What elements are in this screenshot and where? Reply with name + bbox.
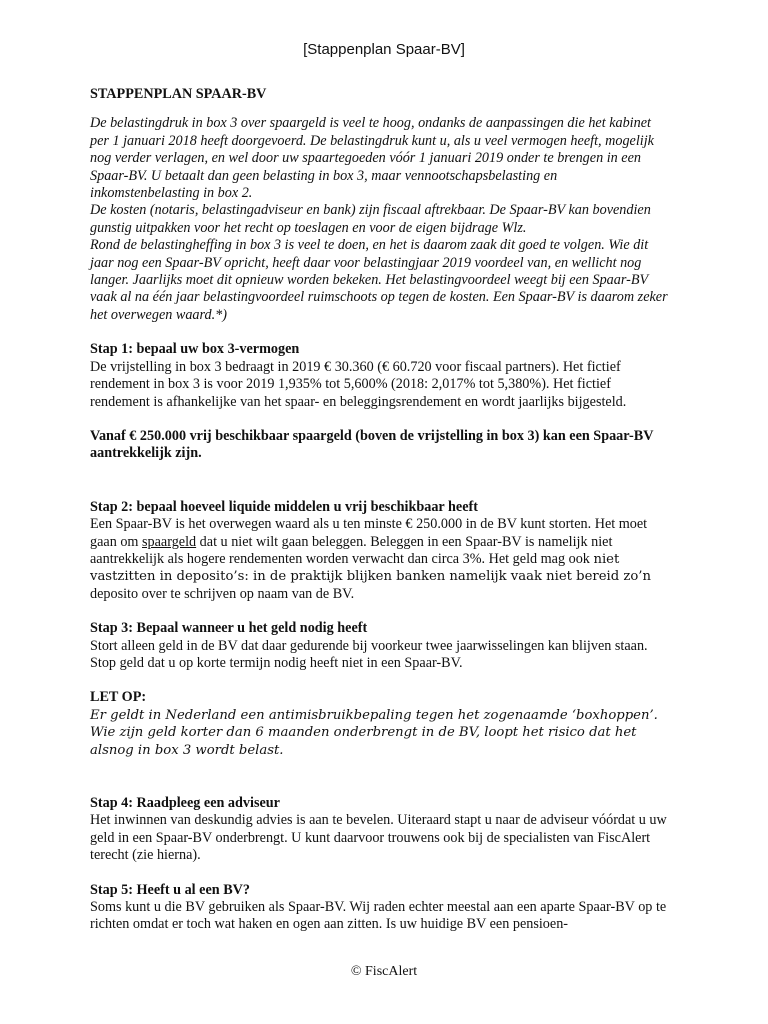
intro-paragraph-3: Rond de belastingheffing in box 3 is veel te doen, en het is daarom zaak dit goed te volgen. Wie dit jaar nog een Spaar-BV opricht, heeft daar voor belastingjaar 2019 voordeel van, en wellicht nog langer. Jaarlijks moet dit opnieuw worden bekeken. Het belastingvoordeel weegt bij een Spaar-BV vaak al na één jaar belastingvoordeel ruimschoots op tegen de kosten. Een Spaar-BV is daarom zeker het overwegen waard.*) — [90, 237, 668, 323]
step-5-heading: Stap 5: Heeft u al een BV? — [90, 881, 250, 898]
step-2-heading: Stap 2: bepaal hoeveel liquide middelen u vrij beschikbaar heeft — [90, 498, 478, 515]
intro-paragraph-1: De belastingdruk in box 3 over spaargeld is veel te hoog, ondanks de aanpassingen die het kabinet per 1 januari 2018 heeft doorgevoerd. De belastingdruk kunt u, als u veel vermogen heeft, mogelijk nog verder verlagen, en wel door uw spaartegoeden vóór 1 januari 2019 onder te brengen in een Spaar-BV. U betaalt dan geen belasting in box 3, maar vennootschapsbelasting en inkomstenbelasting in box 2. — [90, 115, 654, 202]
step-2-body-middle: dat u niet wilt gaan beleggen. Beleggen in een Spaar-BV is namelijk niet aantrekkelijk als hogere rendementen worden verwacht dan circa 3%. Het geld mag ook — [90, 533, 613, 567]
document-body — [90, 86, 670, 934]
intro-section — [90, 115, 670, 324]
step-5-body: Soms kunt u die BV gebruiken als Spaar-BV. Wij raden echter meestal aan een aparte Spaar-BV op te richten omdat er toch wat haken en ogen aan zitten. Is uw huidige BV een pensioen- — [90, 899, 667, 933]
page-footer: © FiscAlert — [350, 964, 418, 979]
spaargeld-link[interactable]: spaargeld — [142, 533, 197, 550]
step-1-emphasis: Vanaf € 250.000 vrij beschikbaar spaargeld (boven de vrijstelling in box 3) kan een Spaar-BV aantrekkelijk zijn. — [90, 427, 654, 462]
step-2-body-alt-font: niet vastzitten in deposito’s: in de praktijk blijken banken namelijk vaak niet bereid zo’n — [90, 551, 651, 585]
warning-heading: LET OP: — [90, 689, 147, 706]
step-1-heading: Stap 1: bepaal uw box 3-vermogen — [90, 341, 300, 358]
step-4-body: Het inwinnen van deskundig advies is aan te bevelen. Uiteraard stapt u naar de adviseur vóórdat u uw geld in een Spaar-BV onderbrengt. U kunt daarvoor trouwens ook bij de specialisten van FiscAlert terecht (zie hierna). — [90, 812, 667, 864]
step-4-heading: Stap 4: Raadpleeg een adviseur — [90, 795, 280, 811]
step-2-body-end: deposito over te schrijven op naam van de BV. — [90, 585, 355, 602]
page-header: [Stappenplan Spaar-BV] — [303, 41, 465, 58]
document-title: STAPPENPLAN SPAAR-BV — [90, 86, 267, 102]
step-3-body: Stort alleen geld in de BV dat daar gedurende bij voorkeur twee jaarwisselingen kan blijven staan. Stop geld dat u op korte termijn nodig heeft niet in een Spaar-BV. — [90, 637, 648, 671]
step-2-body-start: Een Spaar-BV is het overwegen waard als u ten minste € 250.000 in de BV kunt storten. Het moet gaan om — [90, 516, 648, 550]
step-2-body — [90, 516, 670, 603]
step-1-body: De vrijstelling in box 3 bedraagt in 2019 € 30.360 (€ 60.720 voor fiscaal partners). Het fictief rendement in box 3 is voor 2019 1,935% tot 5,600% (2018: 2,017% tot 5,380%). Het fictief rendement is afhankelijke van het spaar- en beleggingsrendement en wordt jaarlijks bijgesteld. — [90, 358, 627, 410]
step-3-heading: Stap 3: Bepaal wanneer u het geld nodig heeft — [90, 620, 368, 637]
intro-paragraph-2: De kosten (notaris, belastingadviseur en bank) zijn fiscaal aftrekbaar. De Spaar-BV kan bovendien gunstig uitpakken voor het recht op toeslagen en voor de eigen bijdrage Wlz. — [90, 202, 651, 236]
warning-body: Er geldt in Nederland een antimisbruikbepaling tegen het zogenaamde ‘boxhoppen’. Wie zijn geld korter dan 6 maanden onderbrengt in de BV, loopt het risico dat het alsnog in box 3 wordt belast. — [90, 707, 658, 758]
